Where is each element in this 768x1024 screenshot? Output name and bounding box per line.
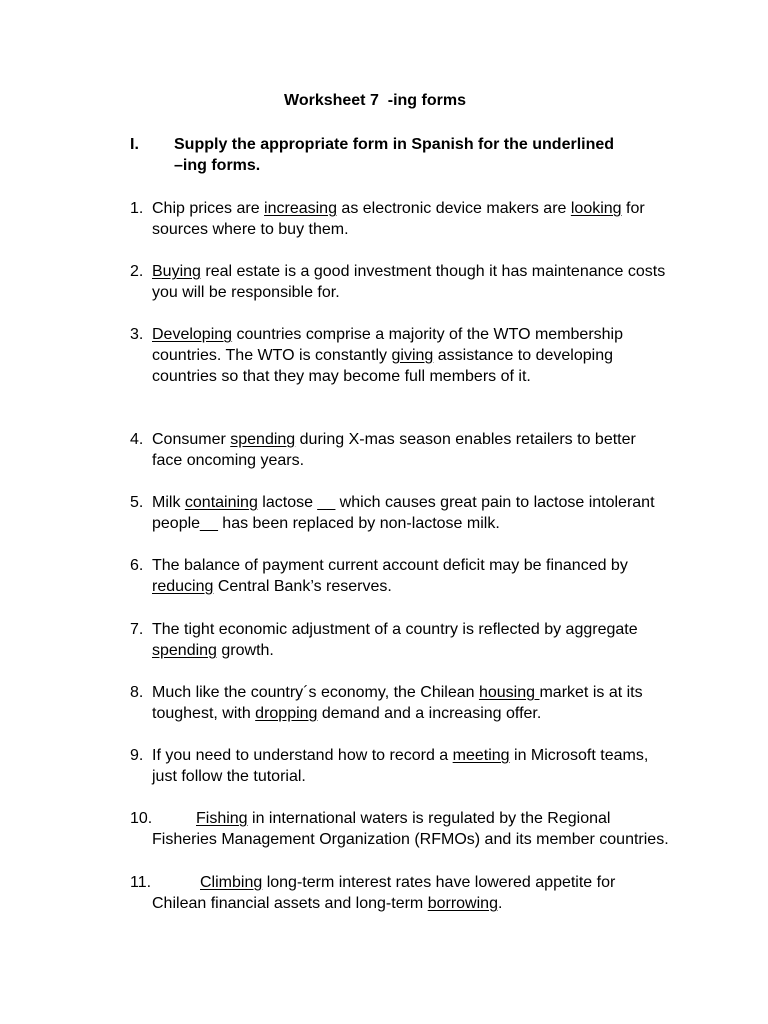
section-instruction-line-2: –ing forms. (174, 157, 261, 174)
underlined-ing-word: reducing (152, 578, 214, 595)
item-number: 1. (130, 200, 144, 217)
item-text (152, 198, 670, 240)
text-segment: . (497, 895, 503, 912)
item-text (152, 261, 670, 303)
item-number: 6. (130, 557, 144, 574)
underlined-ing-word: spending (230, 431, 296, 448)
page-title: Worksheet 7 -ing forms (284, 92, 466, 109)
text-segment: for sources where to buy them. (152, 200, 645, 238)
text-segment: Consumer (152, 431, 231, 448)
text-segment: Chip prices are (152, 200, 265, 217)
text-segment: assistance to developing countries so that they may become full members of it. (152, 347, 613, 385)
section-number: I. (130, 136, 139, 153)
item-number: 3. (130, 326, 144, 343)
item-number: 7. (130, 621, 144, 638)
text-segment: Much like the country´s economy, the Chilean (152, 684, 479, 701)
text-segment: If you need to understand how to record a (152, 747, 453, 764)
item-text (152, 745, 670, 787)
item-number: 5. (130, 494, 144, 511)
item-number: 2. (130, 263, 144, 280)
underlined-ing-word: Fishing (196, 810, 248, 827)
underlined-ing-word: borrowing (427, 895, 498, 912)
item-text (152, 619, 670, 661)
text-segment: demand and a increasing offer. (317, 705, 542, 722)
underlined-ing-word: Buying (152, 263, 201, 280)
text-segment: Central Bank’s reserves. (213, 578, 392, 595)
underlined-ing-word: meeting (452, 747, 510, 764)
text-segment: in international waters is regulated by the Regional Fisheries Management Organization (RFMOs) and its member countries. (152, 810, 669, 848)
underlined-ing-word: Climbing (200, 874, 263, 891)
item-text (152, 429, 670, 471)
text-segment: growth. (216, 642, 274, 659)
text-segment: during X-mas season enables retailers to better face oncoming years. (152, 431, 636, 469)
text-segment: The balance of payment current account deficit may be financed by (152, 557, 628, 574)
text-segment: countries comprise a majority of the WTO membership countries. The WTO is constantly (152, 326, 624, 364)
item-number: 9. (130, 747, 144, 764)
underlined-ing-word: dropping (255, 705, 318, 722)
item-number: 11. (130, 874, 152, 891)
underlined-ing-word: giving (391, 347, 434, 364)
item-number: 8. (130, 684, 144, 701)
underlined-ing-word: housing (478, 684, 540, 701)
item-text (152, 872, 670, 914)
item-text (152, 324, 670, 387)
underlined-ing-word: Developing (152, 326, 233, 343)
text-segment: market is at its toughest, with (152, 684, 643, 722)
text-segment: in Microsoft teams, just follow the tutorial. (152, 747, 649, 785)
text-segment: Milk (152, 494, 185, 511)
item-text (152, 555, 670, 597)
item-number: 10. (130, 810, 153, 827)
item-number: 4. (130, 431, 144, 448)
item-text (152, 808, 670, 850)
section-instruction-line-1: Supply the appropriate form in Spanish for the underlined (174, 136, 615, 153)
underlined-ing-word: containing (184, 494, 258, 511)
underlined-ing-word: looking (570, 200, 622, 217)
text-segment: The tight economic adjustment of a country is reflected by aggregate (152, 621, 638, 638)
section-instruction (174, 134, 694, 176)
text-segment: long-term interest rates have lowered appetite for Chilean financial assets and long-term (152, 874, 616, 912)
text-segment: as electronic device makers are (336, 200, 571, 217)
underlined-ing-word: increasing (264, 200, 337, 217)
underlined-ing-word: spending (152, 642, 217, 659)
item-text (152, 682, 670, 724)
text-segment: real estate is a good investment though it has maintenance costs you will be responsible for. (152, 263, 666, 301)
text-segment: lactose __ which causes great pain to lactose intolerant people__ has been replaced by non-lactose milk. (152, 494, 655, 532)
item-text (152, 492, 670, 534)
